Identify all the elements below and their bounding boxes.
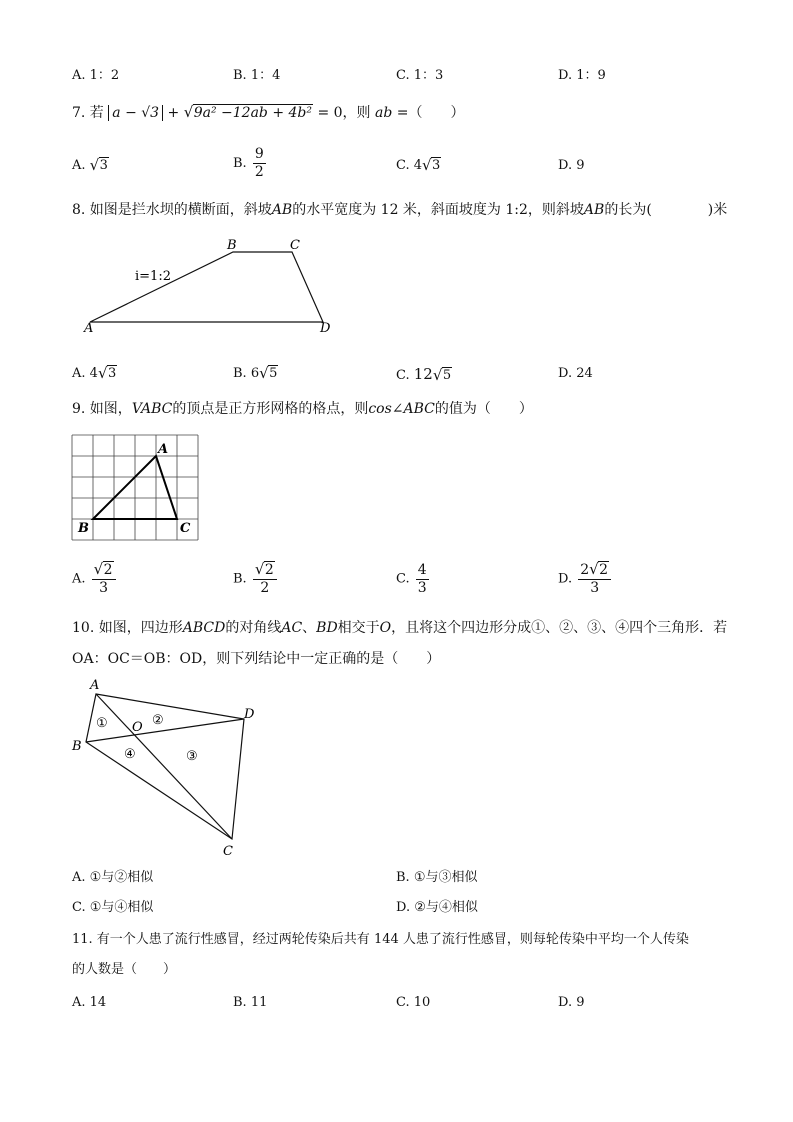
q9-question (72, 399, 533, 419)
q9-option-d-radicand: 2 (599, 562, 609, 578)
q9-option-d-sqrt (589, 562, 609, 579)
q7-option-a-radicand: 3 (99, 158, 108, 173)
q10-line1-post: ，且将这个四边形分成①、②、③、④四个三角形．若 (391, 620, 728, 636)
q8-option-c-label: C. (396, 368, 410, 383)
dam-trapezoid (90, 252, 323, 322)
q10-option-d: D. ②与④相似 (396, 900, 478, 915)
quadrilateral-figure (68, 674, 268, 860)
q8-text-mid: 的水平宽度为 12 米，斜面坡度为 1:2，则斜坡 (292, 202, 584, 218)
q7-abs-expression: a − √3 (108, 105, 163, 121)
q6-option-b: B. 1：4 (233, 68, 281, 83)
q10-question-line-1 (72, 618, 727, 638)
q10-region-3: ③ (186, 749, 198, 764)
q7-option-b-fraction (253, 146, 266, 181)
q10-line1-mid2: 相交于 (337, 620, 380, 636)
q7-option-c-radicand: 3 (432, 158, 441, 173)
q7-equals: = 0，则 (317, 105, 371, 121)
q8-option-b (233, 364, 278, 384)
q10-label-a: A (90, 678, 100, 693)
diagonal-bd (86, 719, 244, 742)
dam-cross-section-figure (80, 236, 340, 340)
q8-slope-label: i=1:2 (135, 269, 171, 284)
q7-option-b-label: B. (233, 156, 247, 171)
q8-label-c: C (290, 238, 300, 253)
q8-option-c (396, 364, 452, 386)
q10-separator: 、 (302, 620, 317, 636)
q9-option-d-numerator (578, 562, 611, 580)
q7-plus: + (167, 105, 180, 121)
q9-text-pre: 9. 如图， (72, 401, 132, 417)
q10-ac: AC (281, 620, 303, 636)
q7-option-a (72, 156, 109, 176)
q7-ab: ab (375, 105, 393, 121)
q9-triangle: VABC (131, 401, 173, 417)
q8-question (72, 200, 727, 220)
q10-o: O (379, 620, 392, 636)
q8-option-a-coefficient: 4 (89, 366, 98, 381)
q7-option-c-sqrt (422, 156, 441, 176)
q9-option-b-label: B. (233, 571, 247, 587)
q9-option-a-radicand: 2 (103, 562, 113, 578)
q10-abcd: ABCD (182, 620, 226, 636)
q10-question-line-2: OA：OC＝OB：OD，则下列结论中一定正确的是（ ） (72, 651, 441, 667)
q9-option-a-denominator: 3 (99, 580, 109, 596)
q9-option-b-sqrt (255, 562, 275, 579)
q11-question-line-2: 的人数是（ ） (72, 962, 177, 977)
q8-option-a-sqrt (98, 364, 117, 384)
q8-ab-1: AB (271, 202, 293, 218)
q10-label-o: O (132, 720, 143, 735)
q9-option-c-fraction (416, 562, 429, 597)
q9-option-b (233, 562, 279, 597)
q8-option-c-coefficient: 12 (413, 365, 433, 383)
q9-option-b-denominator: 2 (260, 580, 270, 596)
q6-option-c: C. 1：3 (396, 68, 444, 83)
q9-option-d (558, 562, 613, 597)
q8-option-b-sqrt (259, 364, 278, 384)
q9-label-a: A (158, 442, 169, 457)
quadrilateral-abcd (86, 694, 244, 839)
q9-cos-expression: cos∠ABC (368, 401, 435, 417)
q9-option-c-label: C. (396, 571, 410, 587)
q11-option-a: A. 14 (72, 995, 107, 1010)
q7-tail: =（ ） (396, 105, 465, 121)
q8-ab-2: AB (583, 202, 605, 218)
q7-option-a-label: A. (72, 158, 86, 173)
q9-option-b-fraction (253, 562, 277, 597)
q7-option-b-denominator: 2 (254, 164, 264, 180)
q7-option-c (396, 156, 441, 176)
q8-option-b-coefficient: 6 (250, 366, 260, 381)
q7-option-c-coefficient: 4 (413, 158, 423, 173)
q10-bd: BD (316, 620, 338, 636)
q7-option-c-label: C. (396, 158, 410, 173)
q10-label-d: D (244, 707, 255, 722)
q11-option-c: C. 10 (396, 995, 431, 1010)
q9-option-c-denominator: 3 (417, 580, 427, 596)
q7-option-b-numerator: 9 (254, 146, 264, 162)
q8-option-b-label: B. (233, 366, 247, 381)
q8-text-post: 的长为( )米 (604, 202, 728, 218)
q8-option-c-radicand: 5 (442, 368, 452, 383)
q9-option-a (72, 562, 118, 597)
q8-option-a-radicand: 3 (107, 366, 117, 381)
q10-region-4: ④ (124, 747, 136, 762)
diagonal-ac (96, 694, 232, 839)
q9-option-c (396, 562, 431, 597)
q10-region-2: ② (152, 713, 164, 728)
q10-region-1: ① (96, 716, 108, 731)
q10-option-b: B. ①与③相似 (396, 870, 478, 885)
q9-label-c: C (180, 521, 191, 536)
q9-option-b-numerator (253, 562, 277, 580)
q9-option-d-fraction (578, 562, 611, 597)
q10-label-b: B (72, 739, 82, 754)
q7-option-a-sqrt (90, 156, 109, 176)
q8-text-pre: 8. 如图是拦水坝的横断面，斜坡 (72, 202, 272, 218)
q9-text-mid: 的顶点是正方形网格的格点，则 (172, 401, 369, 417)
q8-option-a-label: A. (72, 366, 86, 381)
q7-prefix: 7. 若 (72, 105, 104, 121)
q10-label-c: C (223, 844, 233, 859)
q6-option-a: A. 1：2 (72, 68, 120, 83)
q9-option-c-numerator: 4 (417, 562, 427, 578)
q11-question-line-1: 11. 有一个人患了流行性感冒，经过两轮传染后共有 144 人患了流行性感冒，则每轮传染中平均一个人传染 (72, 932, 689, 947)
q9-label-b: B (78, 521, 89, 536)
q11-option-d: D. 9 (558, 995, 585, 1010)
q9-option-d-label: D. (558, 571, 573, 587)
q9-option-a-label: A. (72, 571, 86, 587)
q10-line1-pre: 10. 如图，四边形 (72, 620, 183, 636)
q8-label-d: D (320, 321, 331, 336)
q9-option-a-sqrt (94, 562, 114, 579)
q8-option-d: D. 24 (558, 366, 593, 381)
q9-option-b-radicand: 2 (264, 562, 274, 578)
q8-label-b: B (227, 238, 237, 253)
q7-radicand: 9a² −12ab + 4b² (193, 105, 313, 121)
q9-option-a-fraction (92, 562, 116, 597)
q10-line1-mid: 的对角线 (225, 620, 282, 636)
q9-option-d-coefficient: 2 (580, 562, 590, 578)
q10-option-a: A. ①与②相似 (72, 870, 154, 885)
q9-option-d-denominator: 3 (590, 580, 600, 596)
q8-label-a: A (84, 321, 94, 336)
q8-option-c-sqrt (433, 366, 452, 386)
q7-option-d: D. 9 (558, 158, 585, 173)
q9-option-a-numerator (92, 562, 116, 580)
q11-option-b: B. 11 (233, 995, 268, 1010)
q7-sqrt-expression (184, 103, 313, 123)
q7-option-b (233, 146, 268, 181)
q6-option-d: D. 1：9 (558, 68, 606, 83)
q9-text-post: 的值为（ ） (434, 401, 533, 417)
q8-option-a (72, 364, 117, 384)
q8-option-b-radicand: 5 (269, 366, 278, 381)
q7-question (72, 103, 465, 123)
grid-triangle-figure (70, 432, 202, 542)
q10-option-c: C. ①与④相似 (72, 900, 154, 915)
